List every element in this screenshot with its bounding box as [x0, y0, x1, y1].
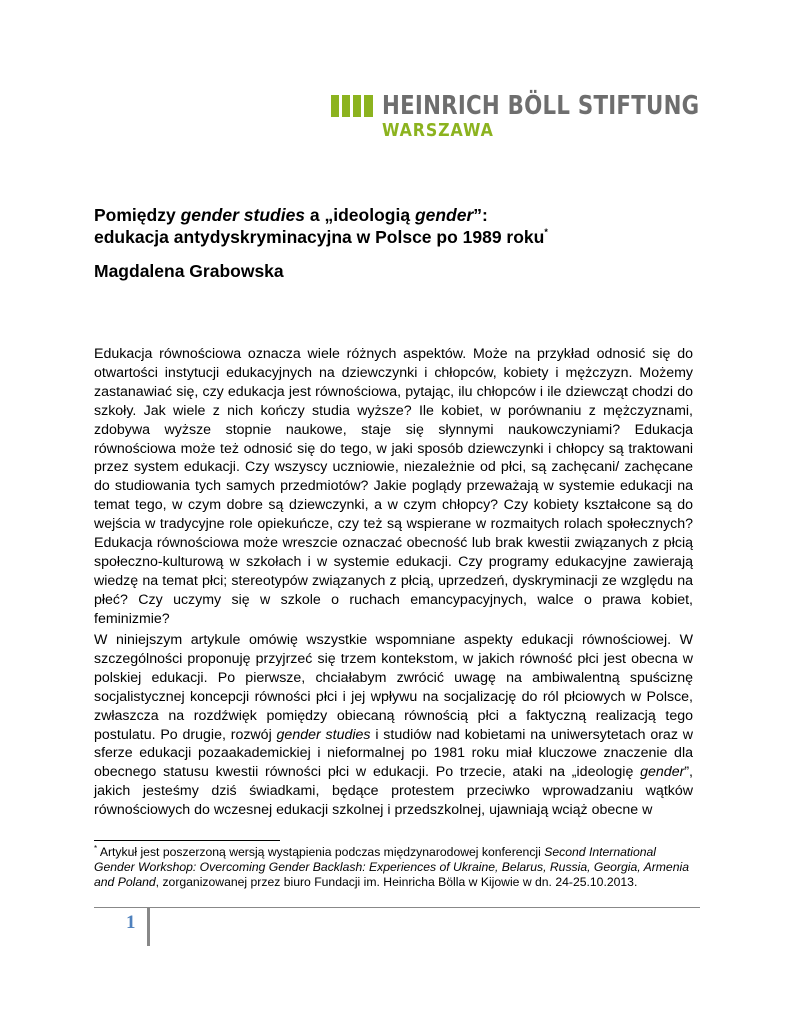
logo-bars-icon: [331, 95, 373, 117]
title-line-2: edukacja antydyskryminacyjna w Polsce po 1989 roku*: [94, 227, 548, 247]
body-paragraph-1: Edukacja równościowa oznacza wiele różnych aspektów. Może na przykład odnosić się do otwartości instytucji edukacyjnych na dziewczynki i chłopców, kobiety i mężczyzn. Możemy zastanawiać się, czy edukacja jest równościowa, pytając, ilu chłopców i ile dziewcząt chodzi do szkoły. Jak wiele z nich kończy studia wyższe? Ile kobiet, w porównaniu z mężczyznami, zdobywa wyższe stopnie naukowe, staje się słynnymi naukowczyniami? Edukacja równościowa może też odnosić się do tego, w jaki sposób dziewczynki i chłopcy są traktowani przez system edukacji. Czy wszyscy uczniowie, niezależnie od płci, są zachęcani/ zachęcane do studiowania tych samych przedmiotów? Jakie poglądy przeważają w systemie edukacji na temat tego, w czym dobre są dziewczynki, a w czym chłopcy? Czy kobiety kształcone są do wejścia w tradycyjne role opiekuńcze, czy też są wspierane w rozmaitych rolach społecznych? Edukacja równościowa może wreszcie oznaczać obecność lub brak kwestii związanych z płcią społeczno-kulturową w szkołach i w systemie edukacji. Czy programy edukacyjne zawierają wiedzę na temat płci; stereotypów związanych z płcią, uprzedzeń, dyskryminacji ze względu na płeć? Czy uczymy się w szkole o ruchach emancypacyjnych, walce o prawa kobiet, feminizmie?: [94, 346, 693, 627]
logo-city-name: WARSZAWA: [382, 120, 494, 141]
author-name: Magdalena Grabowska: [94, 261, 284, 281]
title-footnote-marker[interactable]: *: [544, 227, 548, 237]
title-line-1: Pomiędzy gender studies a „ideologią gender”:: [94, 205, 488, 225]
logo-foundation-name: HEINRICH BÖLL STIFTUNG: [382, 91, 700, 121]
footer-rule: [94, 907, 700, 908]
footnote-separator: [94, 840, 280, 841]
footnote-marker: *: [94, 844, 98, 853]
footer-vertical-rule: [147, 907, 150, 946]
footnote: * Artykuł jest poszerzoną wersją wystąpienia podczas międzynarodowej konferencji Second International Gender Workshop: Overcoming Gender Backlash: Experiences of Ukraine, Belarus, Russia, Georgia, Armenia and Poland, zorganizowanej przez biuro Fundacji im. Heinricha Bölla w Kijowie w dn. 24-25.10.2013.: [94, 844, 689, 890]
article-title: [94, 204, 714, 248]
body-paragraph-2: W niniejszym artykule omówię wszystkie wspomniane aspekty edukacji równościowej. W szczególności proponuję przyjrzeć się trzem kontekstom, w jakich równość płci jest obecna w polskiej edukacji. Po pierwsze, chciałabym zwrócić uwagę na ambiwalentną spuściznę socjalistycznej koncepcji równości płci i jej wpływu na socjalizację do ról płciowych w Polsce, zwłaszcza na rozdźwięk pomiędzy obiecaną równością płci a faktyczną realizacją tego postulatu. Po drugie, rozwój gender studies i studiów nad kobietami na uniwersytetach oraz w sferze edukacji pozaakademickiej i nieformalnej po 1981 roku miał kluczowe znaczenie dla obecnego statusu kwestii równości płci w edukacji. Po trzecie, ataki na „ideologię gender”, jakich jesteśmy dziś świadkami, będące protestem przeciwko wprowadzaniu wątków równościowych do wczesnej edukacji szkolnej i przedszkolnej, ujawniają wciąż obecne w: [94, 632, 693, 819]
page-number: 1: [126, 912, 136, 933]
